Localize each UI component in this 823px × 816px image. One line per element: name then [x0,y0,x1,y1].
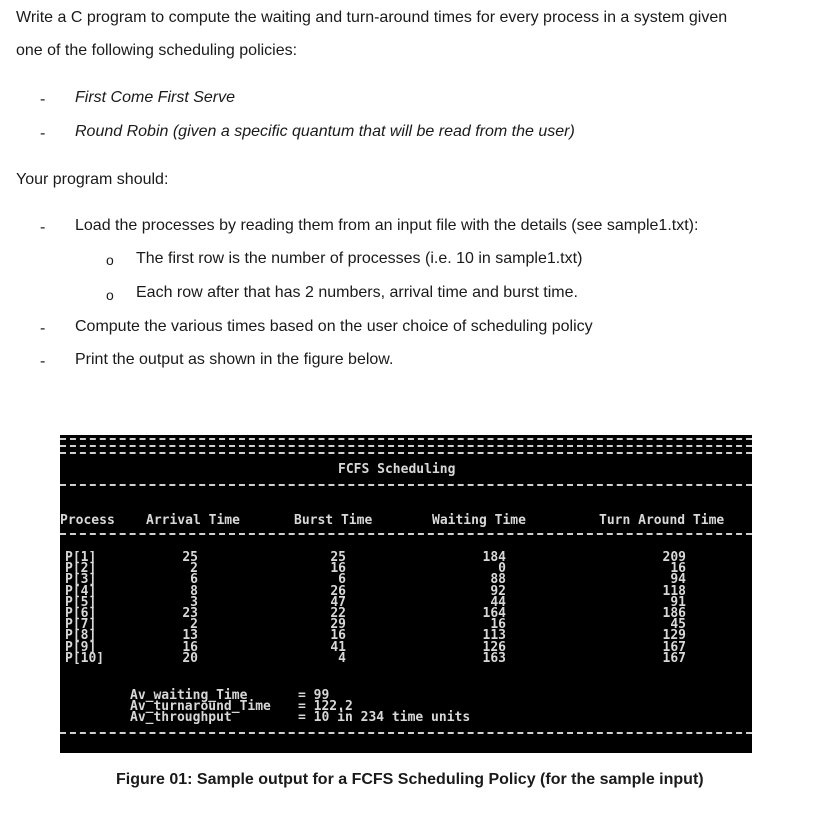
sub-bullet-2: o [106,287,114,303]
summary-values: = 99 = 122.2 = 10 in 234 time units [298,688,471,726]
intro-line-2: one of the following scheduling policies: [16,42,298,59]
requirements-heading: Your program should: [16,171,169,188]
summary-labels: Av_waiting_Time Av_turnaround_Time Av_throughput [130,688,271,726]
terminal-title: FCFS Scheduling [338,462,456,477]
sub-bullet-1: o [106,252,114,268]
policy-fcfs: First Come First Serve [75,89,236,106]
separator [60,452,752,454]
header-process: Process [60,513,115,528]
header-waiting: Waiting Time [432,513,526,528]
req-sub-1: The first row is the number of processes (i.e. 10 in sample1.txt) [136,250,583,267]
req-sub-2: Each row after that has 2 numbers, arrival time and burst time. [136,284,578,301]
req-bullet-load: - [40,219,46,236]
req-bullet-print: - [40,353,46,370]
policy-bullet-2: - [40,125,46,142]
separator [60,438,752,440]
header-turnaround: Turn Around Time [599,513,725,528]
col-turnaround: 209 16 94 118 91 186 45 129 167 167 [662,550,686,666]
req-compute: Compute the various times based on the user choice of scheduling policy [75,318,593,335]
figure-caption: Figure 01: Sample output for a FCFS Scheduling Policy (for the sample input) [116,771,704,788]
separator [60,533,752,535]
policy-bullet-1: - [40,91,46,108]
intro-line-1: Write a C program to compute the waiting and turn-around times for every process in a system given [16,9,728,26]
col-arrival: 25 2 6 8 3 23 2 13 16 20 [182,550,198,666]
req-print: Print the output as shown in the figure below. [75,351,394,368]
separator [60,445,752,447]
policy-round-robin: Round Robin (given a specific quantum that will be read from the user) [75,123,575,140]
separator [60,484,752,486]
separator [60,732,752,734]
col-burst: 25 16 6 26 47 22 29 16 41 4 [330,550,346,666]
col-process: P[1] P[2] P[3] P[4] P[5] P[6] P[7] P[8] P[9] P[10] [65,550,105,666]
req-bullet-compute: - [40,320,46,337]
req-load: Load the processes by reading them from an input file with the details (see sample1.txt): [75,217,699,234]
col-waiting: 184 0 88 92 44 164 16 113 126 163 [482,550,506,666]
terminal-output [60,435,752,753]
header-arrival: Arrival Time [146,513,240,528]
header-burst: Burst Time [294,513,373,528]
